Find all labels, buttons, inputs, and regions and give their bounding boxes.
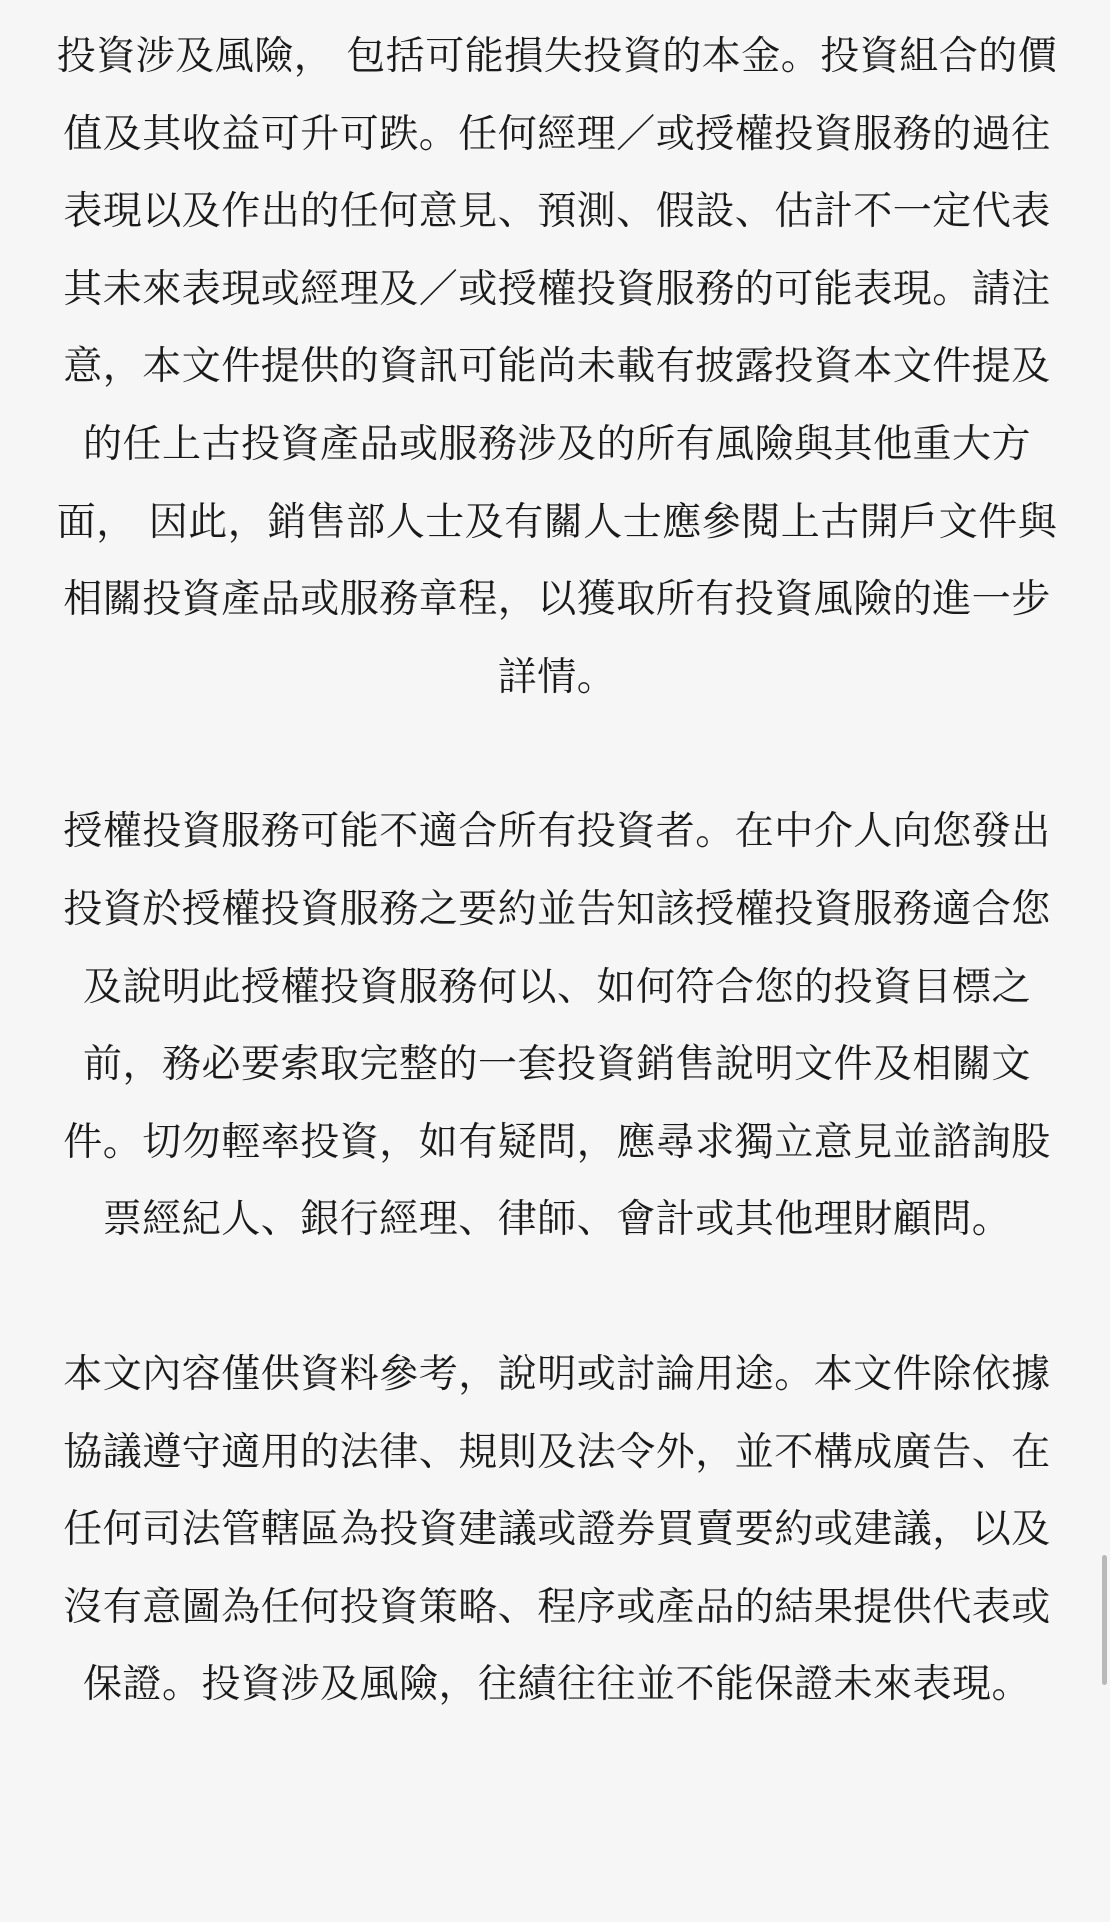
information-only-paragraph: 本文內容僅供資料參考，說明或討論用途。本文件除依據協議遵守適用的法律、規則及法令外，並不構成廣告、在任何司法管轄區為投資建議或證券買賣要約或建議，以及沒有意圖為任何投資策略、程序或產品的結果提供代表或保證。投資涉及風險，往績往往並不能保證未來表現。 <box>63 1351 1051 1708</box>
vertical-scrollbar[interactable] <box>1102 1555 1107 1685</box>
disclaimer-text <box>52 18 1062 1724</box>
risk-disclosure-paragraph: 投資涉及風險， 包括可能損失投資的本金。投資組合的價值及其收益可升可跌。任何經理／或授權投資服務的過往表現以及作出的任何意見、預測、假設、估計不一定代表其未來表現或經理及／或授權投資服務的可能表現。請注意，本文件提供的資訊可能尚未載有披露投資本文件提及的任上古投資產品或服務涉及的所有風險與其他重大方面， 因此，銷售部人士及有關人士應參閱上古開戶文件與相關投資產品或服務章程，以獲取所有投資風險的進一步詳情。 <box>56 34 1058 700</box>
suitability-paragraph: 授權投資服務可能不適合所有投資者。在中介人向您發出投資於授權投資服務之要約並告知該授權投資服務適合您及說明此授權投資服務何以、如何符合您的投資目標之前，務必要索取完整的一套投資銷售說明文件及相關文件。切勿輕率投資，如有疑問，應尋求獨立意見並諮詢股票經紀人、銀行經理、律師、會計或其他理財顧問。 <box>63 809 1051 1243</box>
